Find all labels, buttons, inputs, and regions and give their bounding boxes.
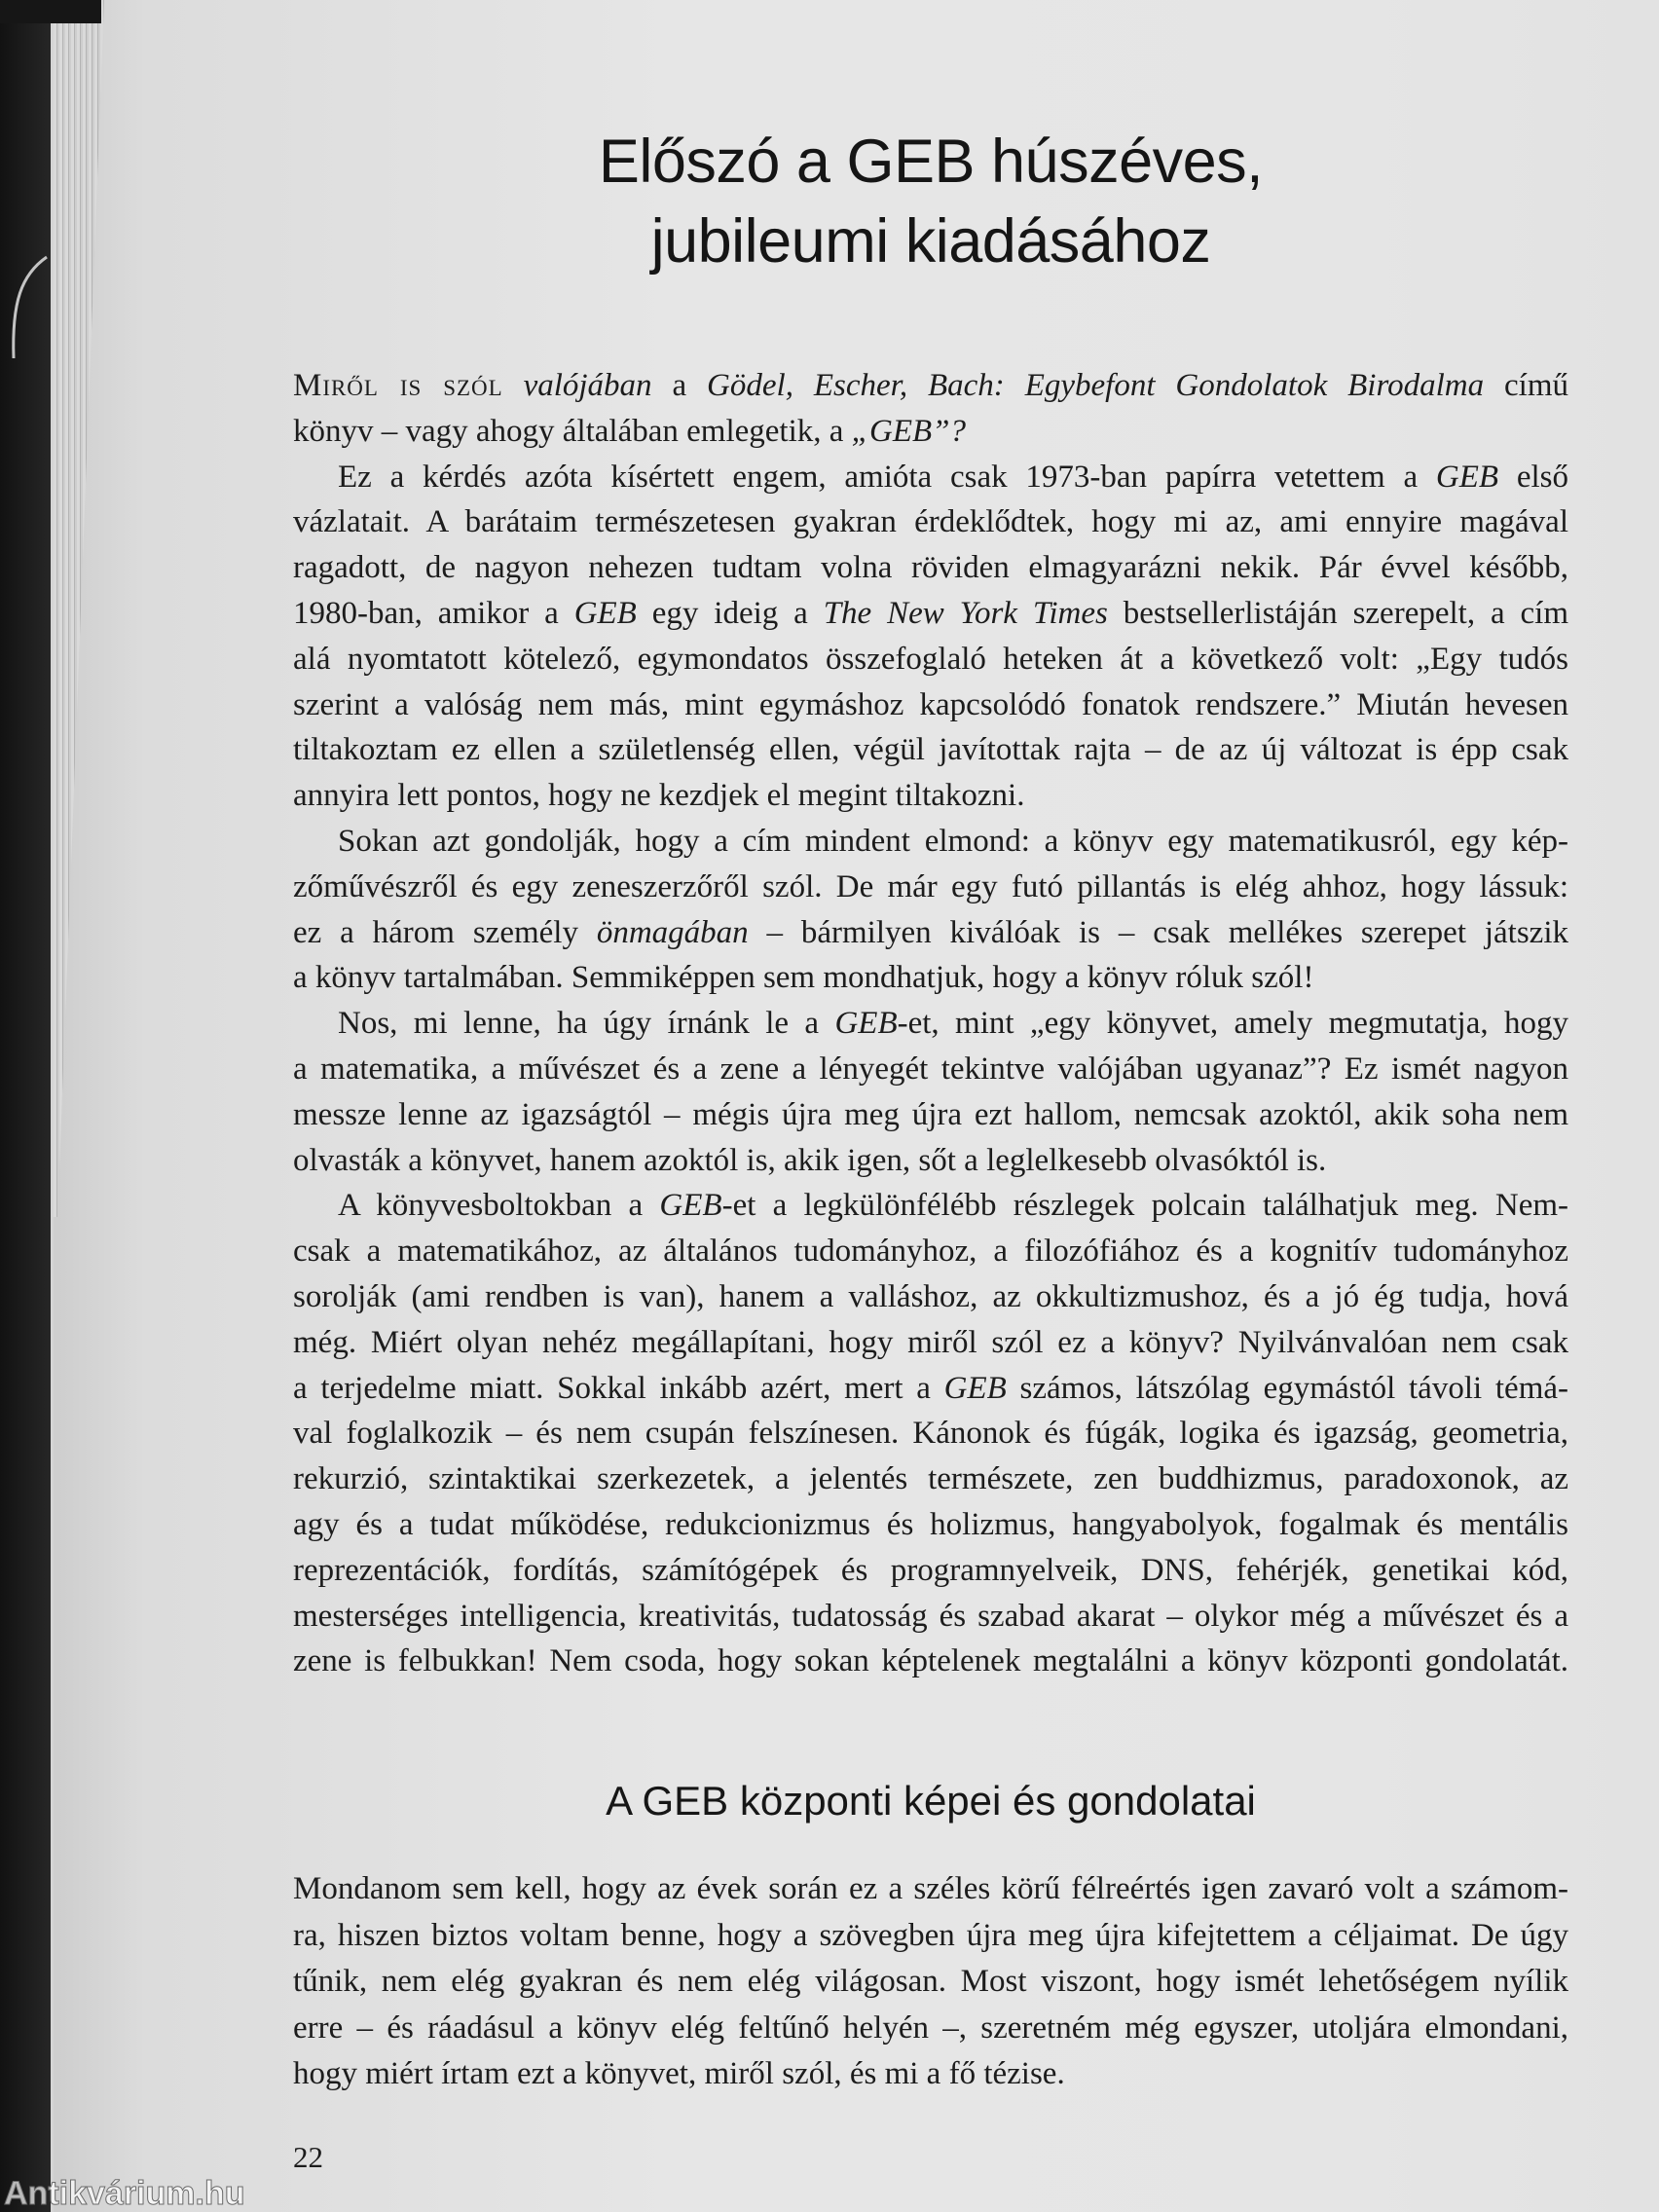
text-line: [293, 2006, 1568, 2052]
text-line: [293, 1502, 1568, 1548]
line-text: [293, 1234, 1568, 1269]
italic-text: GEB: [1435, 459, 1499, 495]
section-body-text: [293, 1866, 1568, 2098]
text-run: – bármilyen kiválóak is – csak mellékes szerepet játszik: [748, 914, 1568, 950]
section-heading: A GEB központi képei és gondolatai: [606, 1778, 1256, 1824]
text-run: Sokan azt gondolják, hogy a cím mindent elmond: a könyv egy matematikusról, egy kép-: [338, 823, 1568, 859]
italic-text: GEB: [943, 1370, 1007, 1406]
line-text: [293, 869, 1568, 904]
text-run: a terjedelme miatt. Sokkal inkább azért, mert a: [293, 1370, 944, 1406]
page-curl-edge: [0, 243, 58, 370]
line-text: [293, 1416, 1568, 1451]
text-line: [293, 363, 1568, 409]
paragraph: [293, 363, 1568, 455]
italic-text: Gödel, Escher, Bach: Egybefont Gondolatok Birodalma: [707, 368, 1485, 403]
line-text: [338, 460, 1568, 495]
line-text: [293, 1871, 1568, 1906]
line-text: [338, 824, 1568, 859]
text-run: könyv – vagy ahogy általában emlegetik, a: [293, 413, 852, 449]
paragraph: [293, 455, 1568, 819]
line-text: [293, 368, 1568, 403]
text-run: bestsellerlistáján szerepelt, a cím: [1107, 595, 1568, 631]
text-run: 1980-ban, amikor a: [293, 595, 574, 631]
text-run: című: [1484, 368, 1569, 403]
italic-text: „GEB”?: [851, 413, 967, 449]
line-text: [293, 596, 1568, 631]
line-text: [293, 1097, 1568, 1132]
line-text: [293, 1325, 1568, 1360]
text-line: [293, 1320, 1568, 1366]
line-text: [293, 1143, 1326, 1178]
text-line: [293, 545, 1568, 591]
line-text: [293, 1371, 1568, 1406]
text-line: [293, 819, 1568, 865]
text-run: -et, mint „egy könyvet, amely megmutatja, hogy: [897, 1006, 1568, 1042]
line-text: [293, 778, 1024, 813]
text-run: alá nyomtatott kötelező, egymondatos összefoglaló heteken át a következő volt: „Egy tudós: [293, 641, 1568, 677]
line-text: [293, 2010, 1568, 2046]
text-run: tiltakoztam ez ellen a születlenség ellen, végül javítottak rajta – de az új változat is épp csak: [293, 732, 1568, 768]
text-line: [293, 955, 1568, 1001]
text-run: olvasták a könyvet, hanem azoktól is, akik igen, sőt a leglelkesebb olvasóktól is.: [293, 1142, 1327, 1178]
page-edge-stack: [54, 0, 104, 1217]
text-line: [293, 1866, 1568, 1913]
text-line: [293, 1366, 1568, 1412]
italic-text: GEB: [834, 1006, 898, 1042]
text-run: val foglalkozik – és nem csupán felszínesen. Kánonok és fúgák, logika és igazság, geometria,: [293, 1416, 1568, 1452]
text-line: [293, 1274, 1568, 1320]
text-run: számos, látszólag egymástól távoli témá-: [1006, 1370, 1568, 1406]
text-run: hogy miért írtam ezt a könyvet, miről szól, és mi a fő tézise.: [293, 2056, 1065, 2092]
text-line: [293, 910, 1568, 956]
text-line: [293, 455, 1568, 500]
text-line: [293, 1229, 1568, 1274]
text-line: [293, 773, 1568, 819]
text-line: [293, 682, 1568, 728]
line-text: [293, 2056, 1065, 2091]
chapter-title: [293, 122, 1568, 281]
italic-text: önmagában: [596, 914, 749, 950]
text-line: [293, 1594, 1568, 1640]
text-line: [293, 865, 1568, 910]
line-text: [293, 960, 1313, 995]
text-run: ragadott, de nagyon nehezen tudtam volna röviden elmagyarázni nekik. Pár évvel később,: [293, 550, 1568, 586]
text-line: [293, 1138, 1568, 1184]
line-text: [293, 504, 1568, 539]
line-text: [293, 1461, 1568, 1496]
text-run: mesterséges intelligencia, kreativitás, tudatosság és szabad akarat – olykor még a művészet és a: [293, 1598, 1568, 1634]
text-run: első: [1498, 459, 1568, 495]
text-run: a könyv tartalmában. Semmiképpen sem mondhatjuk, hogy a könyv róluk szól!: [293, 960, 1314, 996]
chapter-title-line-2: jubileumi kiadásához: [650, 207, 1211, 276]
watermark: Antikvárium.hu: [4, 2175, 245, 2212]
italic-text: GEB: [659, 1188, 722, 1224]
line-text: [293, 687, 1568, 722]
text-run: sorolják (ami rendben is van), hanem a valláshoz, az okkultizmushoz, és a jó ég tudja, hová: [293, 1278, 1568, 1314]
text-run: -et a legkülönfélébb részlegek polcain találhatjuk meg. Nem-: [721, 1188, 1568, 1224]
text-run: ra, hiszen biztos voltam benne, hogy a szövegben újra meg újra kifejtettem a céljaimat. De úgy: [293, 1917, 1568, 1953]
text-run: agy és a tudat működése, redukcionizmus és holizmus, hangyabolyok, fogalmak és mentális: [293, 1506, 1568, 1542]
text-run: zene is felbukkan! Nem csoda, hogy sokan képtelenek megtalálni a könyv központi gondolatát.: [293, 1643, 1568, 1679]
line-text: [338, 1006, 1568, 1041]
paragraph: [293, 1001, 1568, 1183]
text-run: egy ideig a: [636, 595, 824, 631]
italic-text: valójában: [523, 368, 652, 403]
text-run: messze lenne az igazságtól – mégis újra meg újra ezt hallom, nemcsak azoktól, akik soha nem: [293, 1096, 1568, 1132]
text-run: csak a matematikához, az általános tudományhoz, a filozófiához és a kognitív tudományhoz: [293, 1234, 1568, 1270]
line-text: [338, 1188, 1568, 1223]
text-line: [293, 1411, 1568, 1456]
line-text: [293, 1918, 1568, 1953]
page-number: 22: [293, 2140, 323, 2174]
text-run: reprezentációk, fordítás, számítógépek és programnyelveik, DNS, fehérjék, genetikai kód,: [293, 1552, 1568, 1588]
text-line: [293, 1913, 1568, 1960]
line-text: [293, 642, 1568, 677]
line-text: [293, 1279, 1568, 1314]
text-run: szerint a valóság nem más, mint egymáshoz kapcsolódó fonatok rendszere.” Miután hevesen: [293, 686, 1568, 722]
text-line: [293, 1001, 1568, 1047]
text-line: [293, 409, 1568, 455]
chapter-title-line-1: Előszó a GEB húszéves,: [598, 128, 1264, 196]
line-text: [293, 414, 966, 449]
text-run: annyira lett pontos, hogy ne kezdjek el megint tiltakozni.: [293, 778, 1025, 814]
text-run: rekurzió, szintaktikai szerkezetek, a jelentés természete, zen buddhizmus, paradoxonok, az: [293, 1461, 1568, 1497]
text-line: [293, 1456, 1568, 1502]
text-run: Ez a kérdés azóta kísértett engem, amióta csak 1973-ban papírra vetettem a: [338, 459, 1436, 495]
text-run: Nos, mi lenne, ha úgy írnánk le a: [338, 1006, 835, 1042]
text-run: ez a három személy: [293, 914, 597, 950]
top-shadow: [0, 0, 101, 23]
text-run: a matematika, a művészet és a zene a lényegét tekintve valójában ugyanaz”? Ez ismét nagyon: [293, 1051, 1568, 1087]
line-text: [293, 1051, 1568, 1087]
text-line: [293, 1047, 1568, 1092]
line-text: [293, 915, 1568, 950]
text-run: vázlatait. A barátaim természetesen gyakran érdeklődtek, hogy mi az, ami ennyire magával: [293, 504, 1568, 540]
text-line: [293, 2051, 1568, 2098]
line-text: [293, 1643, 1568, 1678]
line-text: [293, 1599, 1568, 1634]
text-line: [293, 1959, 1568, 2006]
line-text: [293, 732, 1568, 767]
small-caps-text: Miről is szól: [293, 368, 503, 403]
text-run: tűnik, nem elég gyakran és nem elég világosan. Most viszont, hogy ismét lehetőségem nyílik: [293, 1964, 1568, 2000]
text-line: [293, 591, 1568, 637]
line-text: [293, 1507, 1568, 1542]
text-line: [293, 1639, 1568, 1684]
text-run: [503, 368, 524, 403]
line-text: [293, 1964, 1568, 1999]
text-run: még. Miért olyan nehéz megállapítani, hogy miről szól ez a könyv? Nyilvánvalóan nem csak: [293, 1324, 1568, 1360]
paragraph: [293, 1866, 1568, 2098]
text-line: [293, 1183, 1568, 1229]
text-line: [293, 1092, 1568, 1138]
paragraph: [293, 1183, 1568, 1684]
text-run: a: [651, 368, 708, 403]
text-line: [293, 637, 1568, 682]
paragraph: [293, 819, 1568, 1001]
text-line: [293, 499, 1568, 545]
text-run: Mondanom sem kell, hogy az évek során ez a széles körű félreértés igen zavaró volt a számom-: [293, 1871, 1568, 1906]
text-line: [293, 1548, 1568, 1594]
line-text: [293, 1553, 1568, 1588]
text-line: [293, 727, 1568, 773]
intro-body-text: [293, 363, 1568, 1684]
text-run: zőművészről és egy zeneszerzőről szól. De már egy futó pillantás is elég ahhoz, hogy lássuk:: [293, 868, 1568, 904]
text-run: A könyvesboltokban a: [338, 1188, 660, 1224]
italic-text: GEB: [573, 595, 637, 631]
text-run: erre – és ráadásul a könyv elég feltűnő helyén –, szeretném még egyszer, utoljára elmondani,: [293, 2009, 1568, 2046]
italic-text: The New York Times: [823, 595, 1108, 631]
line-text: [293, 550, 1568, 585]
